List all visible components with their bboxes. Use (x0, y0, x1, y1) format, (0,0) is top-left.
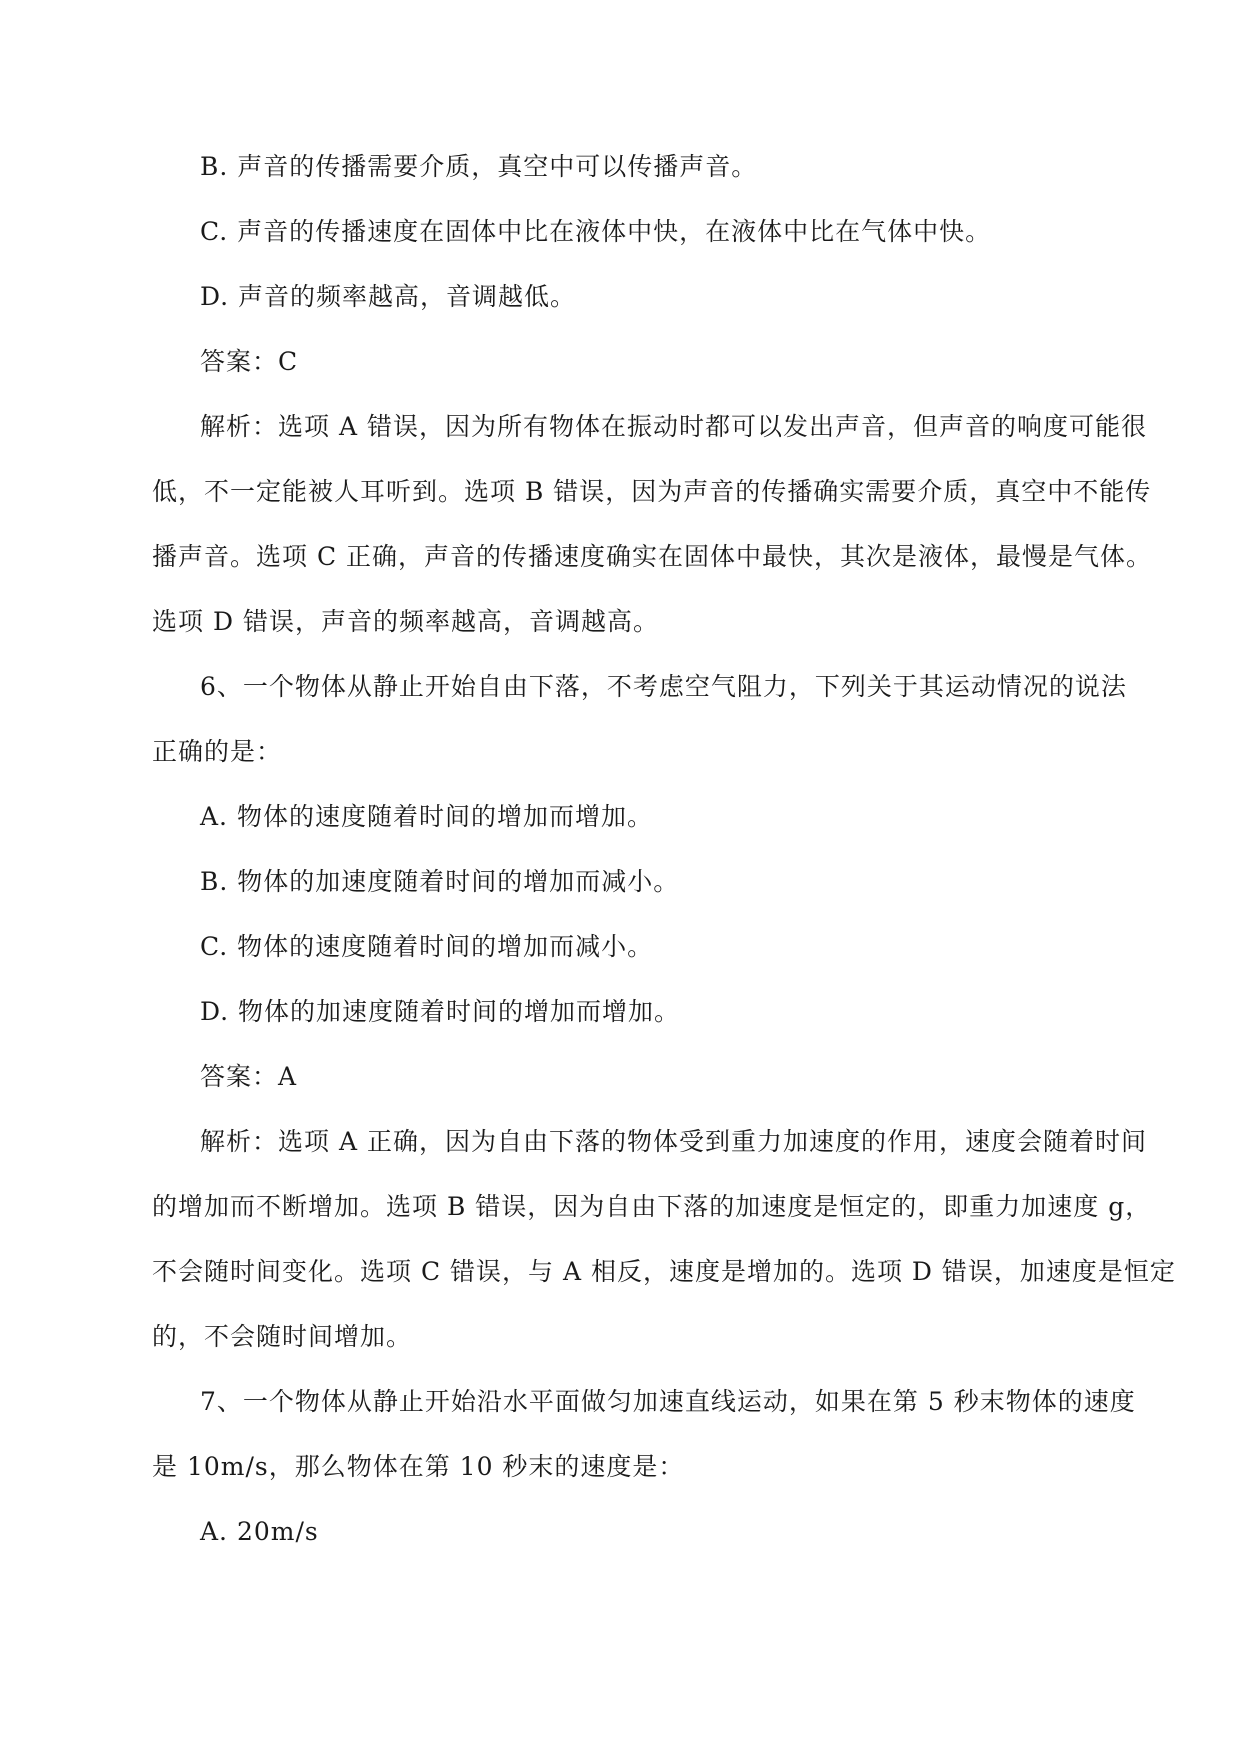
q7-question-line: 7、一个物体从静止开始沿水平面做匀加速直线运动，如果在第 5 秒末物体的速度 (200, 1387, 1136, 1416)
q7-question-line: 是 10m/s，那么物体在第 10 秒末的速度是： (152, 1452, 685, 1481)
q6-analysis-line: 的增加而不断增加。选项 B 错误，因为自由下落的加速度是恒定的，即重力加速度 g， (152, 1192, 1152, 1221)
q5-analysis-line: 选项 D 错误，声音的频率越高，音调越高。 (152, 607, 659, 636)
q6-option-a: A. 物体的速度随着时间的增加而增加。 (200, 802, 653, 831)
q6-option-c: C. 物体的速度随着时间的增加而减小。 (200, 932, 654, 961)
q6-option-d: D. 物体的加速度随着时间的增加而增加。 (200, 997, 681, 1026)
q6-question-line: 正确的是： (152, 737, 283, 766)
q5-option-d: D. 声音的频率越高，音调越低。 (200, 282, 577, 311)
q7-option-a: A. 20m/s (200, 1517, 319, 1546)
q5-option-b: B. 声音的传播需要介质，真空中可以传播声音。 (200, 152, 758, 181)
q6-question-line: 6、一个物体从静止开始自由下落，不考虑空气阻力，下列关于其运动情况的说法 (200, 672, 1127, 701)
q6-analysis-line: 不会随时间变化。选项 C 错误，与 A 相反，速度是增加的。选项 D 错误，加速度是恒定 (152, 1257, 1176, 1286)
q5-analysis-line: 播声音。选项 C 正确，声音的传播速度确实在固体中最快，其次是液体，最慢是气体。 (152, 542, 1153, 571)
q5-analysis-line: 低，不一定能被人耳听到。选项 B 错误，因为声音的传播确实需要介质，真空中不能传 (152, 477, 1152, 506)
q6-analysis-line: 解析：选项 A 正确，因为自由下落的物体受到重力加速度的作用，速度会随着时间 (200, 1127, 1147, 1156)
q5-analysis-line: 解析：选项 A 错误，因为所有物体在振动时都可以发出声音，但声音的响度可能很 (200, 412, 1147, 441)
q6-answer: 答案：A (200, 1062, 298, 1091)
q6-analysis-line: 的，不会随时间增加。 (152, 1322, 413, 1351)
q5-option-c: C. 声音的传播速度在固体中比在液体中快，在液体中比在气体中快。 (200, 217, 992, 246)
q6-option-b: B. 物体的加速度随着时间的增加而减小。 (200, 867, 680, 896)
q5-answer: 答案：C (200, 347, 299, 376)
